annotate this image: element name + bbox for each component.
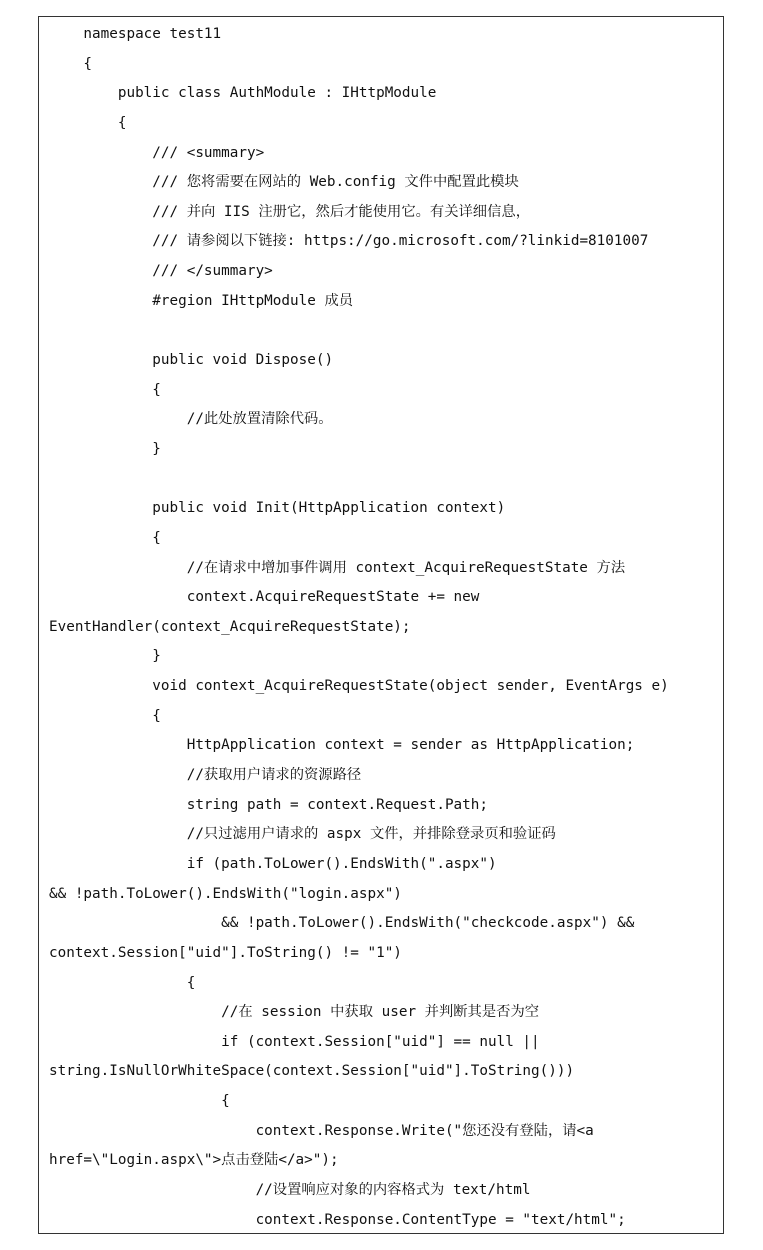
code-line: /// 请参阅以下链接: https://go.microsoft.com/?linkid=8101007: [49, 233, 649, 250]
code-line: #region IHttpModule 成员: [49, 292, 354, 309]
code-line: && !path.ToLower().EndsWith("login.aspx"): [49, 885, 402, 902]
code-line: {: [49, 974, 196, 991]
code-line: //此处放置清除代码。: [49, 411, 333, 428]
code-line: //获取用户请求的资源路径: [49, 767, 362, 784]
code-line: void context_AcquireRequestState(object sender, EventArgs e): [49, 678, 669, 695]
code-line: EventHandler(context_AcquireRequestState);: [49, 618, 411, 635]
code-line: if (path.ToLower().EndsWith(".aspx"): [49, 855, 497, 872]
code-line: if (context.Session["uid"] == null ||: [49, 1033, 540, 1050]
code-line: /// 您将需要在网站的 Web.config 文件中配置此模块: [49, 174, 519, 191]
code-listing: [38, 16, 724, 1234]
code-lines: [49, 20, 723, 1234]
code-line: HttpApplication context = sender as HttpApplication;: [49, 737, 635, 754]
code-line: {: [49, 55, 93, 72]
code-line: /// 并向 IIS 注册它，然后才能使用它。有关详细信息，: [49, 203, 530, 220]
code-line: {: [49, 529, 161, 546]
code-line: //只过滤用户请求的 aspx 文件，并排除登录页和验证码: [49, 826, 556, 843]
code-line: namespace test11: [49, 26, 222, 42]
code-line: context.Response.Write("您还没有登陆，请<a: [49, 1122, 594, 1139]
code-line: href=\"Login.aspx\">点击登陆</a>");: [49, 1152, 339, 1169]
code-line: //在请求中增加事件调用 context_AcquireRequestState 方法: [49, 559, 626, 576]
code-line: {: [49, 707, 161, 724]
code-line: string path = context.Request.Path;: [49, 796, 488, 813]
code-line: }: [49, 648, 161, 665]
code-line: }: [49, 440, 161, 457]
code-line: {: [49, 114, 127, 131]
code-line: [49, 465, 723, 495]
code-line: {: [49, 1093, 230, 1110]
code-line: //设置响应对象的内容格式为 text/html: [49, 1181, 531, 1198]
code-line: /// </summary>: [49, 263, 273, 280]
code-line: context.Session["uid"].ToString() != "1"): [49, 944, 402, 961]
code-line: {: [49, 381, 161, 398]
code-line: /// <summary>: [49, 144, 265, 161]
code-line: context.AcquireRequestState += new: [49, 589, 480, 606]
code-line: public void Dispose(): [49, 352, 334, 369]
code-line: [49, 316, 723, 346]
code-line: //在 session 中获取 user 并判断其是否为空: [49, 1004, 540, 1021]
code-line: && !path.ToLower().EndsWith("checkcode.aspx") &&: [49, 915, 635, 932]
code-line: string.IsNullOrWhiteSpace(context.Session["uid"].ToString())): [49, 1063, 575, 1080]
code-line: context.Response.ContentType = "text/html";: [49, 1211, 626, 1228]
code-line: public class AuthModule : IHttpModule: [49, 85, 437, 102]
code-line: public void Init(HttpApplication context): [49, 500, 506, 517]
